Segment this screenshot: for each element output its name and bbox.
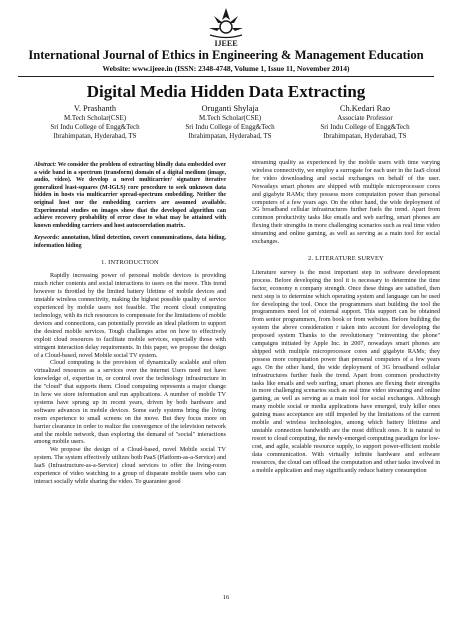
journal-title: International Journal of Ethics in Engineering & Management Education bbox=[28, 48, 424, 62]
abstract-label: Abstract: bbox=[34, 162, 57, 168]
author-affiliation: Sri Indu College of Engg&Tech bbox=[320, 123, 410, 131]
author-3 bbox=[300, 104, 430, 141]
journal-logo bbox=[204, 6, 248, 48]
literature-paragraph-1: Literature survey is the most important step in software development process. Before developing the tool it is necessary to determine the time factor, economy n company strength. Once these things are satisfied, then next step is to determine which operating system and language can be used for developing the tool. Once the programmers start building the tool the programmers need lot of external support. This support can be obtained from senior programmers, from book or from websites. Before building the system the above consideration r taken into account for developing the proposed system Thanks to the revolutionary "reinventing the phone" campaigns initiated by Apple Inc. in 2007, nowadays smart phones are shipped with multiple microprocessor cores and gigabyte RAMs; they possess more computation power than personal computers of a few years ago. On the other hand, the wide deployment of 3G broadband cellular infrastructures further fuels the trend. Apart from common productivity tasks like emails and web surfing, smart phones are flexing their strengths in more challenging scenarios such as real time video streaming and online gaming, as well as serving as a main tool for social exchanges. Although many mobile social or media applications have emerged, truly killer ones gaining mass acceptance are still impeded by the limitations of the current mobile and wireless technologies, among which battery lifetime and unstable connection bandwidth are the most difficult ones. It is natural to resort to cloud computing, the newly-emerged computing paradigm for low-cost, and agile, scalable resource supply, to support power-efficient mobile data communication. With virtually infinite hardware and software resources, the cloud can offload the computation and other tasks involved in a mobile application and may significantly reduce battery consumption bbox=[252, 269, 440, 474]
intro-paragraph-1: Rapidly increasing power of personal mobile devices is providing much richer contents and social interactions to users on the move. This trend however is throttled by the limited battery lifetime of mobile devices and unstable wireless connectivity, making the highest possible quality of service experienced by mobile users not feasible. The recent cloud computing technology, with its rich resources to compensate for the limitations of mobile devices and connections, can potentially provide an ideal platform to support the desired mobile services. Tough challenges arise on how to effectively exploit cloud resources to facilitate mobile services, especially those with stringent interaction delay requirements. In this paper, we propose the design of a Cloud-based, novel Mobile social TV system. bbox=[34, 273, 226, 359]
journal-logo-icon bbox=[204, 6, 248, 48]
keywords-label: Keywords: bbox=[34, 235, 60, 242]
keywords bbox=[34, 235, 226, 250]
author-location: Ibrahimpatan, Hyderabad, TS bbox=[323, 132, 407, 140]
author-name: Oruganti Shylaja bbox=[201, 104, 259, 113]
abstract-text: We consider the problem of extracting blindly data embedded over a wide band in a spectrum (transform) domain of a digital medium (image, audio, video). We develop a novel multicarrier/ signature iterative generalized least-squares (M-IGLS) core procedure to seek unknown data hidden in hosts via multicarrier spread-spectrum embedding. Neither the original host nor the embedding carriers are assumed available. Experimental studies on images show that the developed algorithm can achieve recovery probability of error close to what may be attained with known embedding carriers and host autocorrelation matrix. bbox=[34, 162, 226, 229]
author-name: Ch.Kedari Rao bbox=[339, 104, 391, 113]
author-affiliation: Sri Indu College of Engg&Tech bbox=[185, 123, 275, 131]
intro-paragraph-3: We propose the design of a Cloud-based, novel Mobile social TV system. The system effectively utilizes both PaaS (Platform-as-a-Service) and IaaS (Infrastructure-as-a-Service) cloud services to offer the living-room experience of video watching to a group of disparate mobile users who can interact socially while sharing the video. To guarantee good bbox=[34, 447, 226, 485]
page-number: 16 bbox=[222, 594, 230, 601]
author-1 bbox=[30, 104, 160, 141]
author-role: M.Tech Scholar(CSE) bbox=[198, 114, 262, 122]
right-column bbox=[252, 160, 440, 475]
section-heading-introduction: 1. INTRODUCTION bbox=[101, 258, 159, 266]
svg-text:IJEEE: IJEEE bbox=[214, 39, 238, 48]
header-divider bbox=[18, 76, 434, 77]
journal-website-line: Website: www.ijeee.in (ISSN: 2348-4748, Volume 1, Issue 11, November 2014) bbox=[102, 64, 350, 73]
intro-paragraph-continued: streaming quality as experienced by the mobile users with time varying wireless connectivity, we employ a surrogate for each user in the IaaS cloud for video downloading and social exchanges on behalf of the user. Nowadays smart phones are shipped with multiple microprocessor cores and gigabyte RAMs; they possess more computation power than personal computers of a few years ago. On the other hand, the wide deployment of 3G broadband cellular infrastructures further fuels the trend. Apart from common productivity tasks like emails and web surfing, smart phones are flexing their strengths in more challenging scenarios such as real time video streaming and online gaming, as well as serving as a main tool for social exchanges. bbox=[252, 160, 440, 246]
author-role: M.Tech Scholar(CSE) bbox=[63, 114, 127, 122]
left-column bbox=[34, 162, 226, 487]
author-affiliation: Sri Indu College of Engg&Tech bbox=[50, 123, 140, 131]
author-role: Associate Professor bbox=[337, 114, 393, 122]
author-name: V. Prashanth bbox=[73, 104, 117, 113]
author-block bbox=[30, 104, 436, 144]
paper-title: Digital Media Hidden Data Extracting bbox=[86, 82, 366, 101]
author-location: Ibrahimpatan, Hyderabad, TS bbox=[188, 132, 272, 140]
section-heading-literature-survey: 2. LITERATURE SURVEY bbox=[308, 254, 384, 262]
author-location: Ibrahimpatan, Hyderabad, TS bbox=[53, 132, 137, 140]
intro-paragraph-2: Cloud computing is the provision of dynamically scalable and often virtualized resources as a services over the internet Users need not have knowledge of, expertise in, or control over the technology infrastructure in the "cloud" that supports them. Cloud computing represents a major change in how we store information and run applications. A number of mobile TV systems have sprung up in recent years, driven by both hardware and software advances in mobile devices. Some early systems bring the living room experience to small screens on the move. But they focus more on barrier clearance in order to realize the convergence of the television network and the mobile network, than exploring the demand of "social" interactions among mobile users. bbox=[34, 360, 226, 446]
author-2 bbox=[165, 104, 295, 141]
keywords-text: annotation, blind detection, covert communications, data hiding, information hiding bbox=[34, 235, 226, 249]
abstract bbox=[34, 162, 226, 230]
